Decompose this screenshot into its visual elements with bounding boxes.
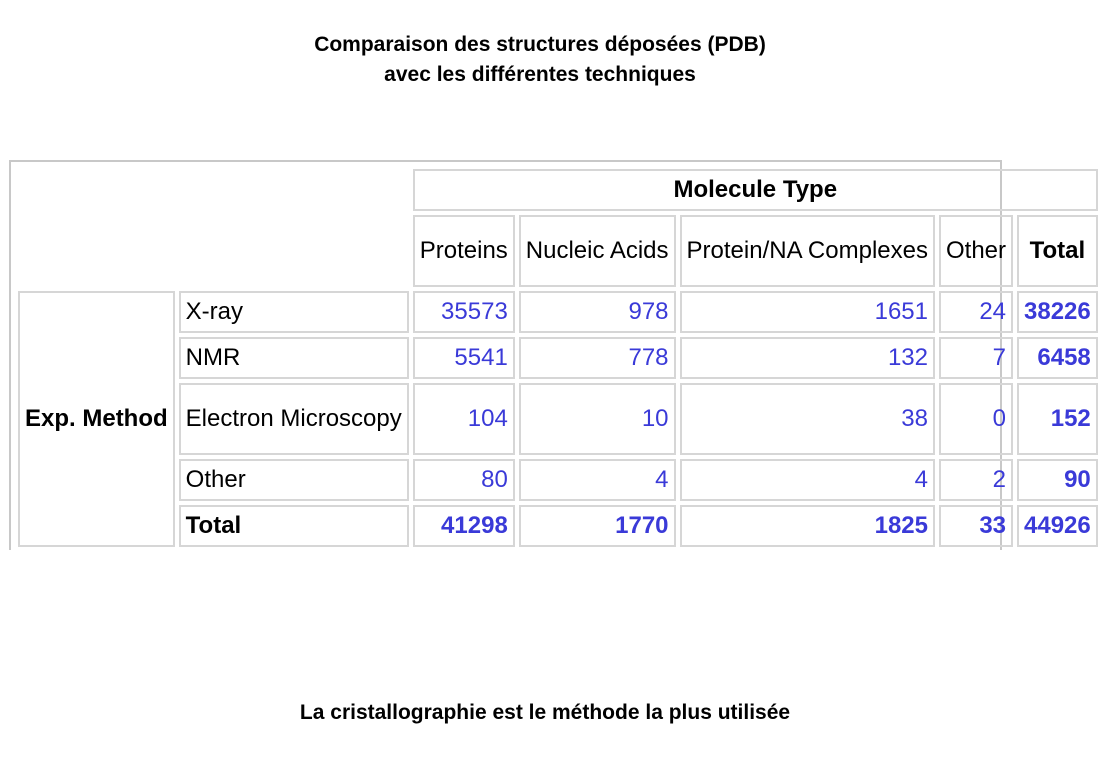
table-cell: 5541 xyxy=(413,337,515,379)
molecule-type-header: Molecule Type xyxy=(413,169,1098,211)
table-row xyxy=(18,337,1098,379)
table-cell-total: 1825 xyxy=(680,505,935,547)
grand-total-cell: 44926 xyxy=(1017,505,1098,547)
table-row xyxy=(18,459,1098,501)
table-cell: 35573 xyxy=(413,291,515,333)
table-cell-total: 1770 xyxy=(519,505,676,547)
column-header-other: Other xyxy=(939,215,1013,287)
slide-title xyxy=(0,30,1080,90)
table-cell: 24 xyxy=(939,291,1013,333)
row-label-total: Total xyxy=(179,505,409,547)
table-cell: 38 xyxy=(680,383,935,455)
row-label-x-ray: X-ray xyxy=(179,291,409,333)
table-cell: 10 xyxy=(519,383,676,455)
table-cell-total: 6458 xyxy=(1017,337,1098,379)
table-cell-total: 90 xyxy=(1017,459,1098,501)
table-row xyxy=(18,291,1098,333)
pdb-statistics-table xyxy=(14,165,1102,551)
column-header-proteins: Proteins xyxy=(413,215,515,287)
table-cell: 4 xyxy=(680,459,935,501)
table-cell: 7 xyxy=(939,337,1013,379)
title-line-1: Comparaison des structures déposées (PDB) xyxy=(314,33,766,56)
table-cell: 978 xyxy=(519,291,676,333)
column-header-total: Total xyxy=(1017,215,1098,287)
table-cell: 0 xyxy=(939,383,1013,455)
table-cell: 132 xyxy=(680,337,935,379)
table-row xyxy=(18,505,1098,547)
table-cell: 1651 xyxy=(680,291,935,333)
column-header-protein-na-complexes: Protein/NA Complexes xyxy=(680,215,935,287)
title-line-2: avec les différentes techniques xyxy=(384,63,696,86)
table-cell-total: 41298 xyxy=(413,505,515,547)
row-label-electron-microscopy: Electron Microscopy xyxy=(179,383,409,455)
table-cell: 2 xyxy=(939,459,1013,501)
row-label-nmr: NMR xyxy=(179,337,409,379)
table-row xyxy=(18,383,1098,455)
footer-caption: La cristallographie est le méthode la plus utilisée xyxy=(299,701,791,724)
column-header-nucleic-acids: Nucleic Acids xyxy=(519,215,676,287)
stats-table-frame xyxy=(9,160,1091,550)
exp-method-header: Exp. Method xyxy=(18,291,175,547)
corner-cell xyxy=(18,169,409,287)
table-cell: 80 xyxy=(413,459,515,501)
table-cell: 4 xyxy=(519,459,676,501)
table-cell-total: 152 xyxy=(1017,383,1098,455)
table-cell-total: 38226 xyxy=(1017,291,1098,333)
row-label-other: Other xyxy=(179,459,409,501)
table-cell-total: 33 xyxy=(939,505,1013,547)
table-cell: 104 xyxy=(413,383,515,455)
table-cell: 778 xyxy=(519,337,676,379)
